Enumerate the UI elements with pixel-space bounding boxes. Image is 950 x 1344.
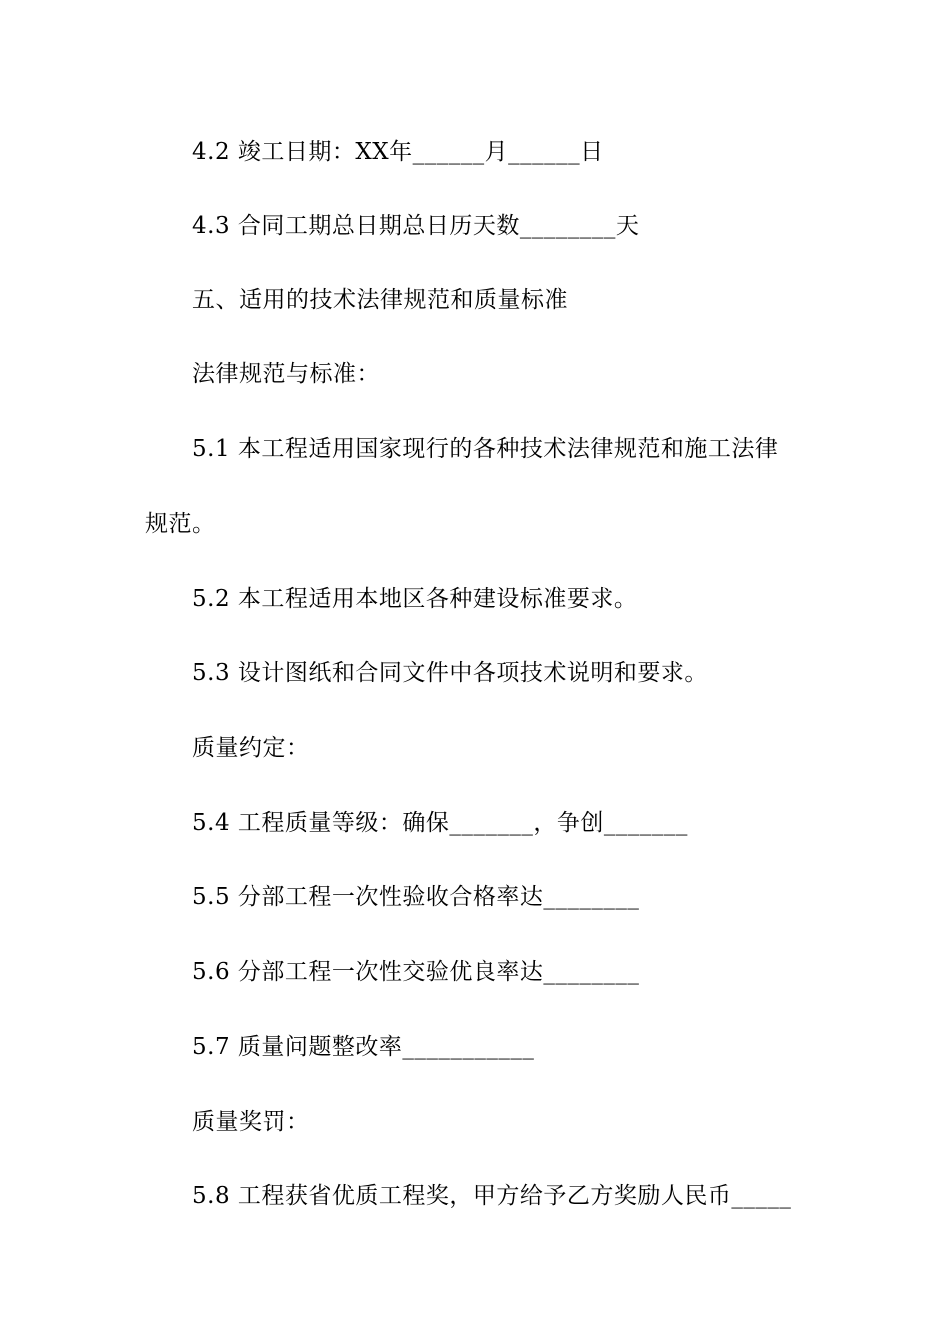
clause-5-2: 5.2 本工程适用本地区各种建设标准要求。	[192, 586, 638, 612]
subheading-quality-agreement: 质量约定：	[192, 735, 310, 761]
clause-5-1-line-1: 5.1 本工程适用国家现行的各种技术法律规范和施工法律	[192, 436, 779, 462]
clause-5-1-line-2: 规范。	[145, 511, 216, 537]
clause-5-4-quality-grade: 5.4 工程质量等级：确保_______，争创_______	[192, 810, 688, 836]
clause-5-7-rectification-rate: 5.7 质量问题整改率___________	[192, 1034, 535, 1060]
subheading-quality-rewards-penalties: 质量奖罚：	[192, 1109, 310, 1135]
clause-5-8-provincial-award: 5.8 工程获省优质工程奖，甲方给予乙方奖励人民币_____	[192, 1183, 792, 1209]
clause-4-2-completion-date: 4.2 竣工日期：XX年______月______日	[192, 139, 604, 165]
subheading-legal-standards: 法律规范与标准：	[192, 361, 380, 387]
clause-5-3: 5.3 设计图纸和合同文件中各项技术说明和要求。	[192, 660, 708, 686]
clause-4-3-contract-duration: 4.3 合同工期总日期总日历天数________天	[192, 213, 640, 239]
clause-5-5-acceptance-rate: 5.5 分部工程一次性验收合格率达________	[192, 884, 640, 910]
section-5-heading: 五、适用的技术法律规范和质量标准	[192, 287, 568, 313]
clause-5-6-excellence-rate: 5.6 分部工程一次性交验优良率达________	[192, 959, 640, 985]
